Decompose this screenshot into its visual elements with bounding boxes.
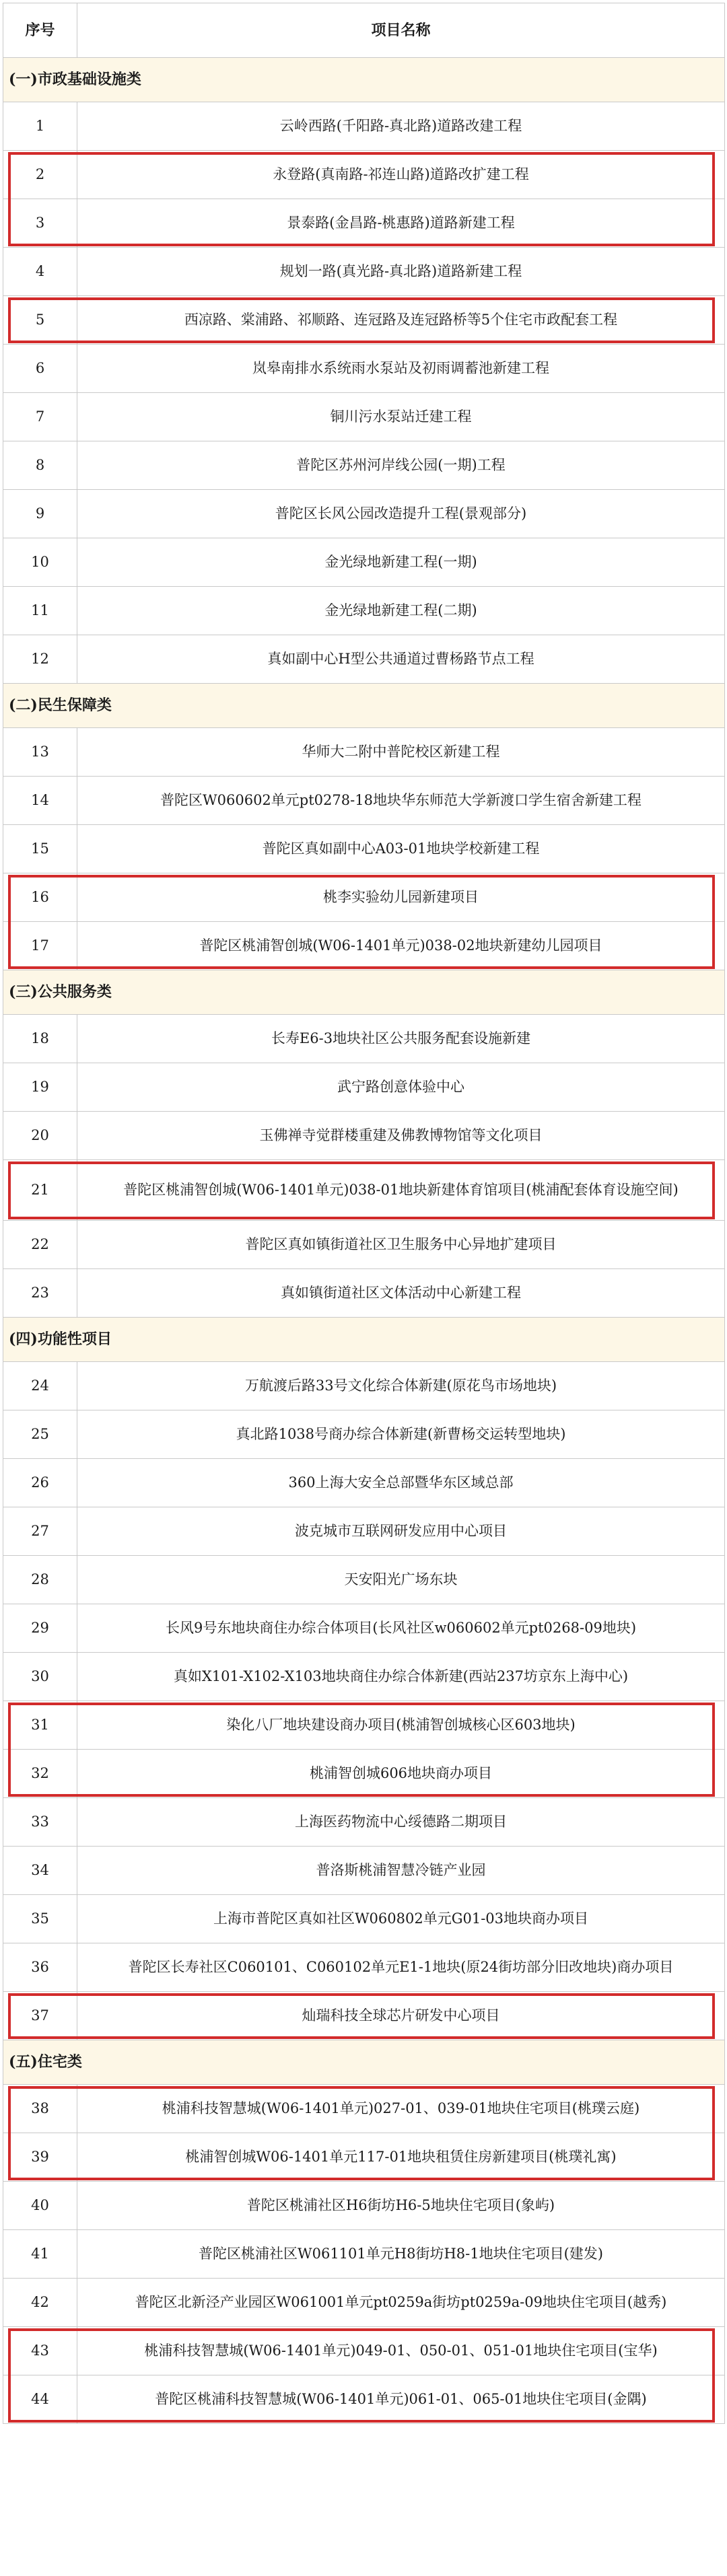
row-index: 33 [3,1798,77,1847]
row-index: 3 [3,199,77,248]
table-row [3,1507,725,1556]
row-index: 15 [3,825,77,873]
table-row [3,2327,725,2375]
row-index: 8 [3,441,77,490]
row-index: 10 [3,538,77,587]
row-project-name: 桃浦科技智慧城(W06-1401单元)027-01、039-01地块住宅项目(桃璞云庭) [77,2085,725,2133]
row-index: 4 [3,248,77,296]
category-row [3,58,725,102]
row-project-name: 长寿E6-3地块社区公共服务配套设施新建 [77,1015,725,1063]
category-title: (一)市政基础设施类 [3,58,725,102]
table-row [3,1943,725,1992]
row-index: 23 [3,1269,77,1318]
row-project-name: 万航渡后路33号文化综合体新建(原花鸟市场地块) [77,1362,725,1410]
table-row [3,1160,725,1221]
row-project-name: 普陀区W060602单元pt0278-18地块华东师范大学新渡口学生宿舍新建工程 [77,777,725,825]
row-project-name: 长风9号东地块商住办综合体项目(长风社区w060602单元pt0268-09地块) [77,1604,725,1653]
table-row [3,2133,725,2182]
row-index: 12 [3,635,77,684]
table-row [3,1653,725,1701]
table-row [3,490,725,538]
table-row [3,199,725,248]
row-index: 36 [3,1943,77,1992]
table-row [3,777,725,825]
row-project-name: 普陀区真如副中心A03-01地块学校新建工程 [77,825,725,873]
row-project-name: 真北路1038号商办综合体新建(新曹杨交运转型地块) [77,1410,725,1459]
row-index: 1 [3,102,77,151]
category-row [3,684,725,728]
row-project-name: 真如副中心H型公共通道过曹杨路节点工程 [77,635,725,684]
table-row [3,2085,725,2133]
table-row [3,873,725,922]
table-row [3,2230,725,2279]
row-index: 13 [3,728,77,777]
table-row [3,1556,725,1604]
row-index: 44 [3,2375,77,2424]
table-row [3,1362,725,1410]
row-project-name: 普陀区桃浦科技智慧城(W06-1401单元)061-01、065-01地块住宅项目(金隅) [77,2375,725,2424]
row-index: 30 [3,1653,77,1701]
row-project-name: 波克城市互联网研发应用中心项目 [77,1507,725,1556]
row-index: 17 [3,922,77,970]
table-row [3,1459,725,1507]
row-index: 25 [3,1410,77,1459]
table-row [3,2375,725,2424]
row-project-name: 普陀区桃浦社区H6街坊H6-5地块住宅项目(象屿) [77,2182,725,2230]
table-row [3,922,725,970]
row-project-name: 普陀区桃浦社区W061101单元H8街坊H8-1地块住宅项目(建发) [77,2230,725,2279]
row-index: 26 [3,1459,77,1507]
row-project-name: 上海医药物流中心绥德路二期项目 [77,1798,725,1847]
row-index: 24 [3,1362,77,1410]
table-row [3,1604,725,1653]
table-row [3,1992,725,2040]
table-row [3,1798,725,1847]
table-row [3,102,725,151]
table-row [3,825,725,873]
row-project-name: 玉佛禅寺觉群楼重建及佛教博物馆等文化项目 [77,1112,725,1160]
row-project-name: 金光绿地新建工程(二期) [77,587,725,635]
category-title: (三)公共服务类 [3,970,725,1015]
row-project-name: 桃浦科技智慧城(W06-1401单元)049-01、050-01、051-01地块住宅项目(宝华) [77,2327,725,2375]
row-index: 39 [3,2133,77,2182]
row-index: 41 [3,2230,77,2279]
row-index: 37 [3,1992,77,2040]
table-row [3,538,725,587]
row-index: 22 [3,1221,77,1269]
row-index: 32 [3,1750,77,1798]
table-row [3,1112,725,1160]
table-row [3,635,725,684]
row-project-name: 金光绿地新建工程(一期) [77,538,725,587]
table-row [3,1701,725,1750]
category-title: (二)民生保障类 [3,684,725,728]
row-project-name: 普洛斯桃浦智慧冷链产业园 [77,1847,725,1895]
row-project-name: 武宁路创意体验中心 [77,1063,725,1112]
table-row [3,1895,725,1943]
table-row [3,1221,725,1269]
table-row [3,296,725,345]
category-title: (四)功能性项目 [3,1318,725,1362]
category-title: (五)住宅类 [3,2040,725,2085]
row-index: 28 [3,1556,77,1604]
table-header-row [3,3,725,58]
row-project-name: 普陀区苏州河岸线公园(一期)工程 [77,441,725,490]
row-project-name: 上海市普陀区真如社区W060802单元G01-03地块商办项目 [77,1895,725,1943]
row-project-name: 西凉路、棠浦路、祁顺路、连冠路及连冠路桥等5个住宅市政配套工程 [77,296,725,345]
row-project-name: 真如镇街道社区文体活动中心新建工程 [77,1269,725,1318]
table-row [3,1015,725,1063]
row-project-name: 普陀区桃浦智创城(W06-1401单元)038-01地块新建体育馆项目(桃浦配套体育设施空间) [77,1160,725,1221]
row-project-name: 景泰路(金昌路-桃惠路)道路新建工程 [77,199,725,248]
row-project-name: 规划一路(真光路-真北路)道路新建工程 [77,248,725,296]
table-row [3,1750,725,1798]
row-index: 35 [3,1895,77,1943]
row-index: 5 [3,296,77,345]
table-row [3,1410,725,1459]
row-index: 7 [3,393,77,441]
table-row [3,1269,725,1318]
table-row [3,1847,725,1895]
table-row [3,248,725,296]
row-project-name: 铜川污水泵站迁建工程 [77,393,725,441]
project-table-body [3,3,725,2424]
table-row [3,393,725,441]
row-project-name: 桃浦智创城606地块商办项目 [77,1750,725,1798]
row-index: 6 [3,345,77,393]
row-index: 43 [3,2327,77,2375]
row-index: 27 [3,1507,77,1556]
table-row [3,728,725,777]
table-row [3,345,725,393]
row-project-name: 华师大二附中普陀校区新建工程 [77,728,725,777]
row-project-name: 岚皋南排水系统雨水泵站及初雨调蓄池新建工程 [77,345,725,393]
row-project-name: 云岭西路(千阳路-真北路)道路改建工程 [77,102,725,151]
table-row [3,587,725,635]
header-name: 项目名称 [77,3,725,58]
row-index: 18 [3,1015,77,1063]
row-index: 14 [3,777,77,825]
project-table [3,3,725,2424]
row-index: 16 [3,873,77,922]
row-project-name: 普陀区北新泾产业园区W061001单元pt0259a街坊pt0259a-09地块住宅项目(越秀) [77,2279,725,2327]
table-row [3,2182,725,2230]
row-index: 11 [3,587,77,635]
table-row [3,151,725,199]
row-project-name: 普陀区长寿社区C060101、C060102单元E1-1地块(原24街坊部分旧改地块)商办项目 [77,1943,725,1992]
row-project-name: 桃李实验幼儿园新建项目 [77,873,725,922]
row-index: 40 [3,2182,77,2230]
row-index: 19 [3,1063,77,1112]
row-index: 29 [3,1604,77,1653]
row-project-name: 普陀区长风公园改造提升工程(景观部分) [77,490,725,538]
row-index: 9 [3,490,77,538]
row-index: 38 [3,2085,77,2133]
table-row [3,2279,725,2327]
row-index: 2 [3,151,77,199]
category-row [3,2040,725,2085]
row-index: 42 [3,2279,77,2327]
row-index: 31 [3,1701,77,1750]
row-project-name: 桃浦智创城W06-1401单元117-01地块租赁住房新建项目(桃璞礼寓) [77,2133,725,2182]
row-project-name: 普陀区桃浦智创城(W06-1401单元)038-02地块新建幼儿园项目 [77,922,725,970]
table-row [3,441,725,490]
row-index: 20 [3,1112,77,1160]
row-index: 21 [3,1160,77,1221]
row-project-name: 真如X101-X102-X103地块商住办综合体新建(西站237坊京东上海中心) [77,1653,725,1701]
row-project-name: 灿瑞科技全球芯片研发中心项目 [77,1992,725,2040]
category-row [3,1318,725,1362]
row-project-name: 360上海大安全总部暨华东区域总部 [77,1459,725,1507]
row-project-name: 永登路(真南路-祁连山路)道路改扩建工程 [77,151,725,199]
category-row [3,970,725,1015]
row-project-name: 天安阳光广场东块 [77,1556,725,1604]
row-index: 34 [3,1847,77,1895]
table-row [3,1063,725,1112]
row-project-name: 染化八厂地块建设商办项目(桃浦智创城核心区603地块) [77,1701,725,1750]
row-project-name: 普陀区真如镇街道社区卫生服务中心异地扩建项目 [77,1221,725,1269]
header-index: 序号 [3,3,77,58]
